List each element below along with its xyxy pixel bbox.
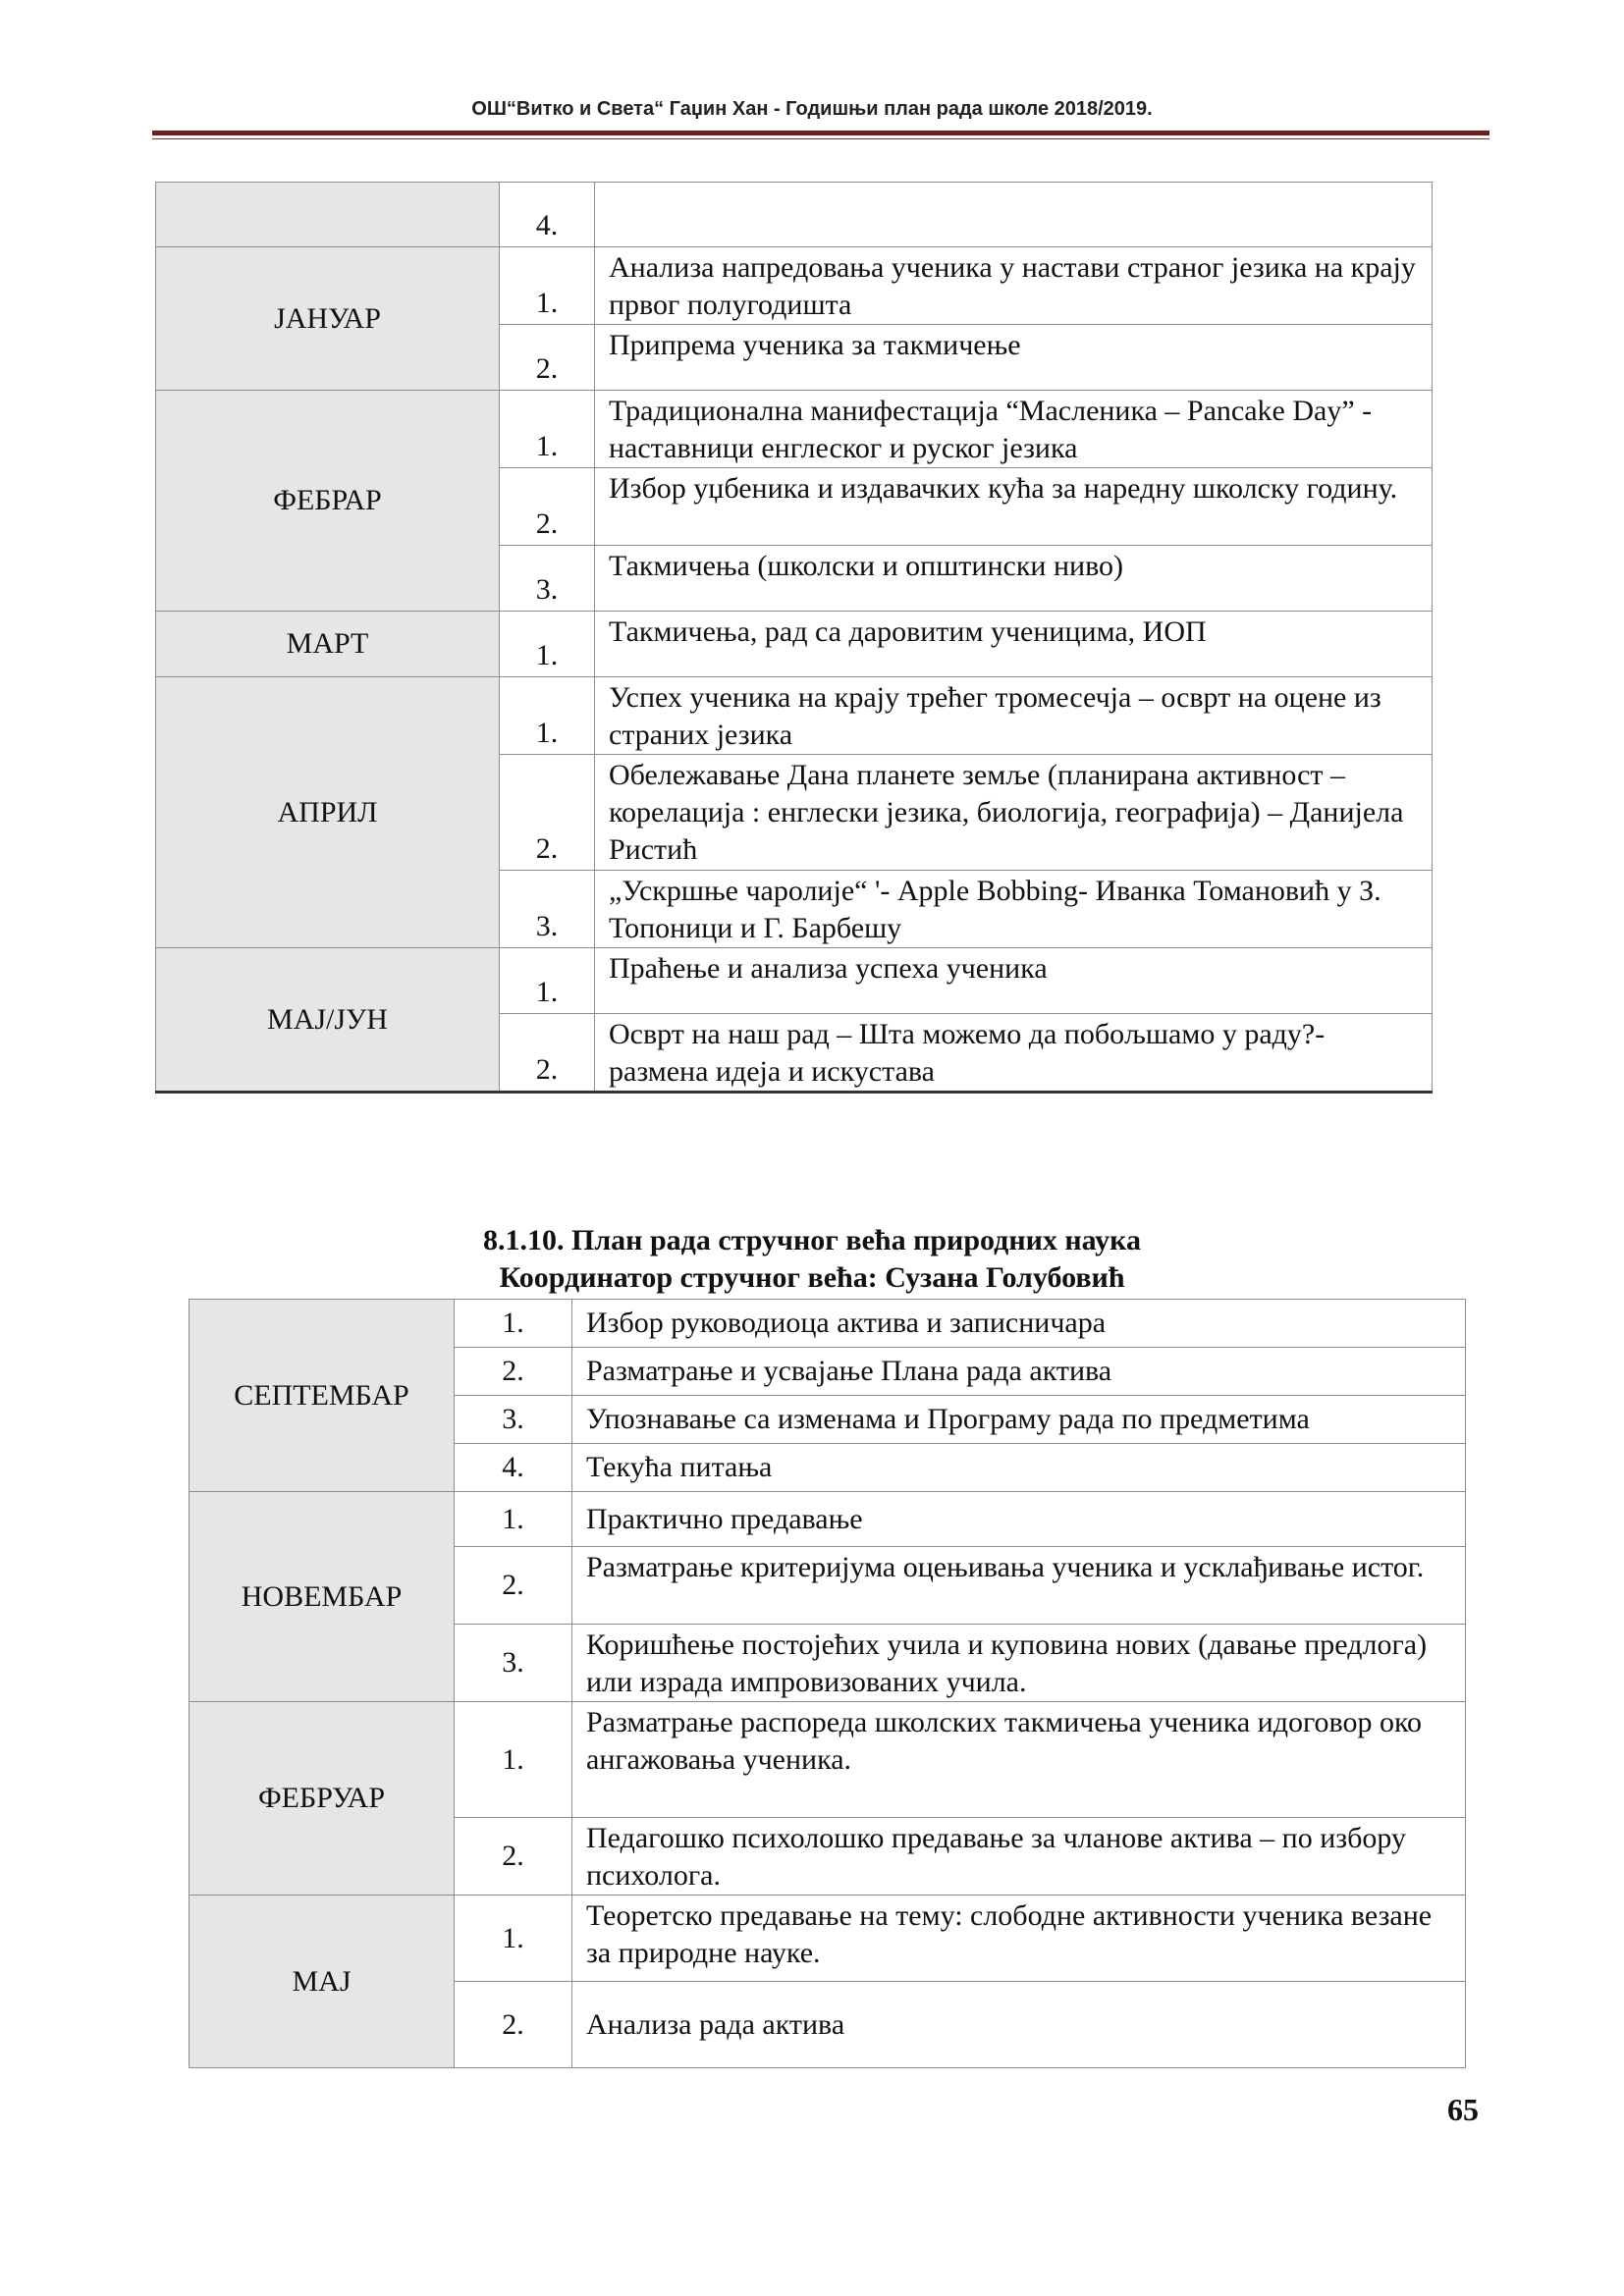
- month-cell-maj: МАЈ: [189, 1896, 455, 2068]
- activity-cell: Педагошко психолошко предавање за чланове актива – по избору психолога.: [572, 1818, 1466, 1896]
- item-number: 2.: [500, 755, 595, 871]
- table-row: [156, 948, 1433, 1014]
- section-heading: 8.1.10. План рада стручног већа природних наука: [483, 1224, 1141, 1256]
- activity-cell: Обележавање Дана планете земље (планирана активност – корелација : енглески језика, биологија, географија) – Данијела Ристић: [595, 755, 1433, 871]
- item-number: 2.: [500, 1014, 595, 1093]
- table-row: [189, 1896, 1466, 1982]
- item-number: 3.: [455, 1625, 572, 1702]
- activity-cell: Избор руководиоца актива и записничара: [572, 1300, 1466, 1348]
- table-row: [189, 1492, 1466, 1547]
- activity-cell: Разматрање и усвајање Плана рада актива: [572, 1348, 1466, 1396]
- item-number: 3.: [455, 1396, 572, 1444]
- activity-cell: Припрема ученика за такмичење: [595, 325, 1433, 391]
- month-cell: [156, 183, 500, 247]
- month-cell-mart: МАРТ: [156, 612, 500, 677]
- natural-sciences-plan-table: [189, 1299, 1466, 2068]
- month-cell-april: АПРИЛ: [156, 677, 500, 948]
- activity-cell: Успех ученика на крају трећег тромесечја – осврт на оцене из страних језика: [595, 677, 1433, 755]
- month-cell-februar: ФЕБРУАР: [189, 1702, 455, 1896]
- table-row: [156, 391, 1433, 468]
- table-row: [156, 183, 1433, 247]
- activity-cell: Теоретско предавање на тему: слободне активности ученика везане за природне науке.: [572, 1896, 1466, 1982]
- page-number: 65: [1447, 2092, 1479, 2127]
- item-number: 4.: [500, 183, 595, 247]
- month-cell-novembar: НОВЕМБАР: [189, 1492, 455, 1702]
- item-number: 4.: [455, 1444, 572, 1492]
- item-number: 1.: [500, 677, 595, 755]
- activity-cell: Избор уџбеника и издавачких кућа за наредну школску годину.: [595, 468, 1433, 546]
- month-cell-februar: ФЕБРАР: [156, 391, 500, 612]
- activity-cell: Текућа питања: [572, 1444, 1466, 1492]
- page-header-title: ОШ“Витко и Света“ Гаџин Хан - Годишњи план рада школе 2018/2019.: [471, 98, 1153, 120]
- item-number: 1.: [455, 1300, 572, 1348]
- activity-cell: Практично предавање: [572, 1492, 1466, 1547]
- item-number: 2.: [455, 1982, 572, 2068]
- month-cell-maj-jun: МАЈ/ЈУН: [156, 948, 500, 1093]
- item-number: 1.: [455, 1492, 572, 1547]
- item-number: 2.: [500, 325, 595, 391]
- activity-cell: Разматрање распореда школских такмичења ученика идоговор око ангажовања ученика.: [572, 1702, 1466, 1818]
- item-number: 1.: [455, 1896, 572, 1982]
- activity-cell: „Ускршње чаролије“ '- Apple Bobbing- Иванка Томановић у З. Топоници и Г. Барбешу: [595, 871, 1433, 948]
- activity-cell: Такмичења, рад са даровитим ученицима, ИОП: [595, 612, 1433, 677]
- table-row: [189, 1300, 1466, 1348]
- item-number: 1.: [500, 247, 595, 325]
- item-number: 2.: [455, 1547, 572, 1625]
- item-number: 2.: [455, 1818, 572, 1896]
- item-number: 1.: [455, 1702, 572, 1818]
- item-number: 3.: [500, 871, 595, 948]
- month-cell-januar: ЈАНУАР: [156, 247, 500, 391]
- activity-cell: [595, 183, 1433, 247]
- activity-cell: Осврт на наш рад – Шта можемо да побољшамо у раду?- размена идеја и искустава: [595, 1014, 1433, 1093]
- item-number: 1.: [500, 948, 595, 1014]
- header-rule: [152, 131, 1489, 135]
- activity-cell: Праћење и анализа успеха ученика: [595, 948, 1433, 1014]
- item-number: 1.: [500, 612, 595, 677]
- item-number: 1.: [500, 391, 595, 468]
- activity-cell: Упознавање са изменама и Програму рада по предметима: [572, 1396, 1466, 1444]
- activity-cell: Анализа рада актива: [572, 1982, 1466, 2068]
- activity-cell: Анализа напредовања ученика у настави страног језика на крају првог полугодишта: [595, 247, 1433, 325]
- table-row: [156, 247, 1433, 325]
- foreign-language-plan-table: [155, 182, 1433, 1094]
- month-cell-septembar: СЕПТЕМБАР: [189, 1300, 455, 1492]
- activity-cell: Традиционална манифестација “Масленика – Pancake Day” - наставници енглеског и руског језика: [595, 391, 1433, 468]
- header-rule-thin: [152, 138, 1489, 139]
- activity-cell: Такмичења (школски и општински ниво): [595, 546, 1433, 612]
- activity-cell: Разматрање критеријума оцењивања ученика и усклађивање истог.: [572, 1547, 1466, 1625]
- item-number: 2.: [500, 468, 595, 546]
- table-row: [156, 612, 1433, 677]
- table-row: [156, 677, 1433, 755]
- section-coordinator: Координатор стручног већа: Сузана Голубовић: [499, 1261, 1125, 1294]
- item-number: 2.: [455, 1348, 572, 1396]
- activity-cell: Коришћење постојећих учила и куповина нових (давање предлога) или израда импровизованих учила.: [572, 1625, 1466, 1702]
- item-number: 3.: [500, 546, 595, 612]
- table-row: [189, 1702, 1466, 1818]
